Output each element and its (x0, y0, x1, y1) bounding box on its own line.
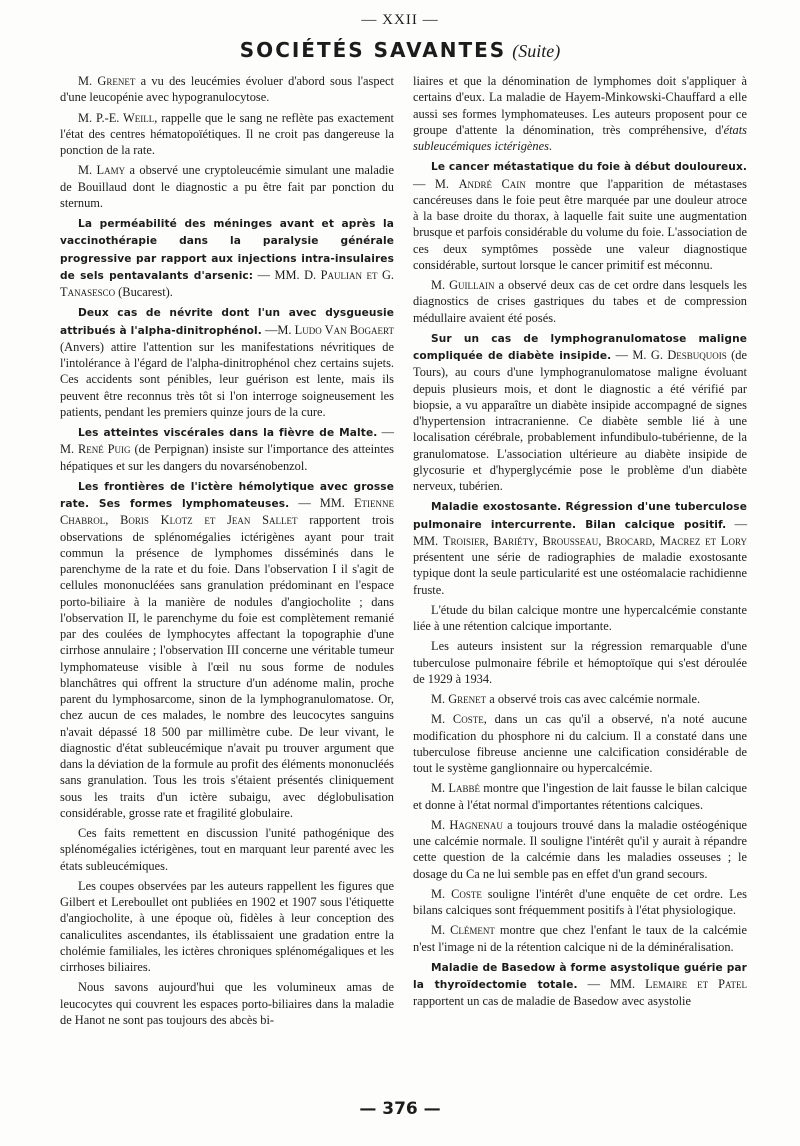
paragraph: M. P.-E. Weill, rappelle que le sang ne reflète pas exactement l'état des centres hématopoïétiques. Il ne croit pas dangereuse la ponction de la rate. (60, 110, 394, 157)
author-name: M. Labbé (431, 781, 480, 796)
author-name: Lemaire et Patel (645, 977, 747, 991)
author-name: D. Paulian et G. Tanasesco (60, 267, 394, 299)
author-name: M. Grenet (431, 692, 487, 706)
paragraph: Ces faits remettent en discussion l'unité pathogénique des splénomégalies ictérigènes, tout en marquant leur parenté avec les états subleucémiques. (60, 826, 394, 873)
author-name: Ludo Van Bogaert (294, 322, 394, 337)
running-header (0, 38, 800, 62)
author-name: M. P.-E. Weill (78, 110, 155, 125)
author-name: Etienne Chabrol, Boris Klotz et Jean Sallet (60, 496, 394, 528)
communication: Les frontières de l'ictère hémolytique avec grosse rate. Ses formes lymphomateuses. — MM. Etienne Chabrol, Boris Klotz et Jean Sallet rapportent trois observations de splénomégalies ictérigènes ayant pour trait commun la présence de lymphomes disséminés dans le parenchyme de la rate et du foie. Dans l'observation I il s'agit de cellules mononucléées sans granulation prédominant en l'espace porto-biliaire à la manière de nodules d'angiocholite ; dans l'observation II, le parenchyme du foie est complètement remanié par des coulées de lymphocytes affectant la topographie d'une cirrhose annulaire ; l'observation III concerne une véritable tumeur lymphomateuse visible à l'œil nu sous forme de nodules blanchâtres qui offrent la structure d'un adénome malin, proche parent du lymphosarcome, sinon de la lymphogranulomatose. Or, chez aucun de ces malades, le nombre des leucocytes sanguins n'avait dépassé 18 500 par millimètre cube. De leur vivant, le diagnostic d'état subleucémique n'avait pu trouver argument que dans la déviation de la formule au profit des éléments mononucléés sans granulation. Tous les trois s'étaient présentés cliniquement sous les traits d'un ictère subaigu, avec déglobulisation considérable, grosse rate et fragilité globulaire. (60, 480, 394, 820)
author-name: M. Lamy (78, 163, 126, 178)
italic-term: états subleucémiques ictérigènes (413, 122, 747, 153)
communication-title: La perméabilité des méninges avant et après la vaccinothérapie dans la paralysie générale progressive par rapport aux injections intra-insulaires de sels pentavalants d'arsenic: (60, 218, 394, 282)
communication: Le cancer métastatique du foie à début douloureux. — M. André Cain montre que l'apparition de métastases cancéreuses dans le foie peut être marquée par une douleur atroce à la base droite du thorax, à laquelle fait suite une augmentation brusque et parfois considérable du volume du foie. L'association de ces deux symptômes possède une valeur diagnostique considérable, surtout lorsque le cancer primitif est méconnu. (413, 161, 747, 272)
page-number: — 376 — (359, 1099, 441, 1119)
author-name: M. Guillain (431, 278, 495, 292)
communication: Maladie de Basedow à forme asystolique guérie par la thyroïdectomie totale. — MM. Lemaire et Patel rapportent un cas de maladie de Basedow avec asystolie (413, 961, 747, 1009)
communication: Deux cas de névrite dont l'un avec dysgueusie attribués à l'alpha-dinitrophénol. —M. Ludo Van Bogaert (Anvers) attire l'attention sur les manifestations névritiques de l'intolérance à l'égard de l'alpha-dinitrophénol chez certains sujets. Ces accidents sont pénibles, leur guérison est lente, mais ils peuvent être reconnus très tôt si l'on interroge soigneusement les patients, pendant les premiers quinze jours de la cure. (60, 307, 394, 419)
author-name: André Cain (458, 176, 526, 191)
paragraph: M. Coste souligne l'intérêt d'une enquête de cet ordre. Les bilans calciques sont fréquemment positifs à l'état physiologique. (413, 886, 747, 917)
left-column (60, 73, 394, 1032)
paragraph: Les coupes observées par les auteurs rappellent les figures que Gilbert et Lereboullet ont publiées en 1902 et 1907 sous l'étiquette d'angiocholite, à une époque où, fidèles à leur conception des canaliculites ascendantes, ils établissaient une gradation entre la cholémie familiales, les ictères chroniques splénomégaliques et les cirrhoses biliaires. (60, 878, 394, 974)
communication-title: Deux cas de névrite dont l'un avec dysgueusie attribués à l'alpha-dinitrophénol. (60, 307, 394, 337)
communication: Maladie exostosante. Régression d'une tuberculose pulmonaire intercurrente. Bilan calcique positif. — MM. Troisier, Bariéty, Brousseau, Brocard, Macrez et Lory présentent une série de radiographies de maladie exostosante typique dont la seule particularité est une ostéomalacie rachidienne fruste. (413, 501, 747, 597)
paragraph: Nous savons aujourd'hui que les volumineux amas de leucocytes qui couvrent les espaces porto-biliaires dans la maladie de Hanot ne sont pas toujours des abcès bi- (60, 980, 394, 1027)
communication-title: Maladie exostosante. Régression d'une tuberculose pulmonaire intercurrente. Bilan calcique positif. (413, 501, 747, 531)
paragraph-continued: liaires et que la dénomination de lymphomes doit s'appliquer à certains d'eux. La maladie de Hayem-Minkowski-Chauffard a elle aussi ses formes lymphomateuses. Les auteurs proposent pour ce groupe d'attente la dénomination, très compréhensive, d'états subleucémiques ictérigènes. (413, 74, 747, 153)
paragraph: M. Guillain a observé deux cas de cet ordre dans lesquels les diagnostics de crises gastriques du tabes et de compression médullaire avaient été posés. (413, 278, 748, 325)
communication: Sur un cas de lymphogranulomatose maligne compliquée de diabète insipide. — M. G. Desbuquois (de Tours), au cours d'une lymphogranulomatose maligne évoluant depuis plusieurs mois, et dont le diagnostic a été vérifié par biopsie, a vu apparaître un diabète insipide accompagné de signes d'hypertension intracranienne. Ce diabète semble lié à une localisation cérébrale, probablement infundibulo-tubérienne, de la granulomatose. L'association ultérieure au diabète insipide de glycosurie et d'hyperglycémie pose le problème d'un diabète nerveux, tubérien. (413, 332, 747, 493)
paragraph: M. Labbé montre que l'ingestion de lait fausse le bilan calcique et donne à l'état normal d'importantes rétentions calciques. (413, 781, 747, 812)
paragraph: M. Hagnenau a toujours trouvé dans la maladie ostéogénique une calcémie normale. Il souligne l'intérêt qu'il y aurait à répandre cette question de la calcémie dans les maladies osseuses ; le dosage du Ca ne lui semble pas en effet d'un grand secours. (413, 817, 748, 881)
author-name: M. Clément (431, 923, 495, 938)
paragraph: M. Lamy a observé une cryptoleucémie simulant une maladie de Bouillaud dont le diagnostic a pu être fait par ponction du sternum. (60, 163, 394, 210)
communication: Les atteintes viscérales dans la fièvre de Malte. — M. René Puig (de Perpignan) insiste sur l'importance des atteintes hépatiques et sur les dangers du novarsénobenzol. (60, 425, 394, 473)
author-name: M. Coste (431, 886, 482, 901)
paragraph: M. Clément montre que chez l'enfant le taux de la calcémie n'est l'image ni de la rétention calcique ni de la déminéralisation. (413, 923, 747, 954)
section-title: SOCIÉTÉS SAVANTES (239, 38, 507, 62)
author-name: M. Coste (431, 712, 484, 727)
paragraph: Les auteurs insistent sur la régression remarquable d'une tuberculose pulmonaire fébrile et hémoptoïque qui s'est déroulée de 1929 à 1934. (413, 639, 747, 686)
communication-title: Le cancer métastatique du foie à début douloureux. (431, 161, 747, 174)
paragraph: L'étude du bilan calcique montre une hypercalcémie constante liée à une rétention calcique importante. (413, 602, 747, 633)
author-name: Troisier, Bariéty, Brousseau, Brocard, Macrez et Lory (442, 533, 747, 548)
communication-title: Sur un cas de lymphogranulomatose maligne compliquée de diabète insipide. (413, 332, 747, 362)
section-title-suffix: (Suite) (512, 41, 561, 61)
roman-page-number: — XXII — (361, 12, 439, 28)
author-name: G. Desbuquois (650, 348, 727, 362)
right-column (413, 73, 747, 1014)
author-name: René Puig (78, 442, 131, 457)
author-name: M. Grenet (78, 74, 136, 88)
communication-title: Les atteintes viscérales dans la fièvre de Malte. (78, 427, 378, 439)
paragraph: M. Grenet a vu des leucémies évoluer d'abord sous l'aspect d'une leucopénie avec hypogranulocytose. (60, 74, 394, 105)
communication-title: Les frontières de l'ictère hémolytique avec grosse rate. Ses formes lymphomateuses. (60, 480, 394, 510)
communication: La perméabilité des méninges avant et après la vaccinothérapie dans la paralysie générale progressive par rapport aux injections intra-insulaires de sels pentavalants d'arsenic: — MM. D. Paulian et G. Tanasesco (Bucarest). (60, 218, 394, 299)
communication-title: Maladie de Basedow à forme asystolique guérie par la thyroïdectomie totale. (413, 961, 747, 991)
paragraph: M. Grenet a observé trois cas avec calcémie normale. (431, 692, 701, 706)
paragraph: M. Coste, dans un cas qu'il a observé, n'a noté aucune modification du phosphore ni du calcium. Il a constaté dans une tuberculose fibreuse ancienne une calcification considérable de tout le système ganglionnaire ou hypercalcémie. (413, 712, 747, 775)
author-name: M. Hagnenau (431, 817, 503, 832)
